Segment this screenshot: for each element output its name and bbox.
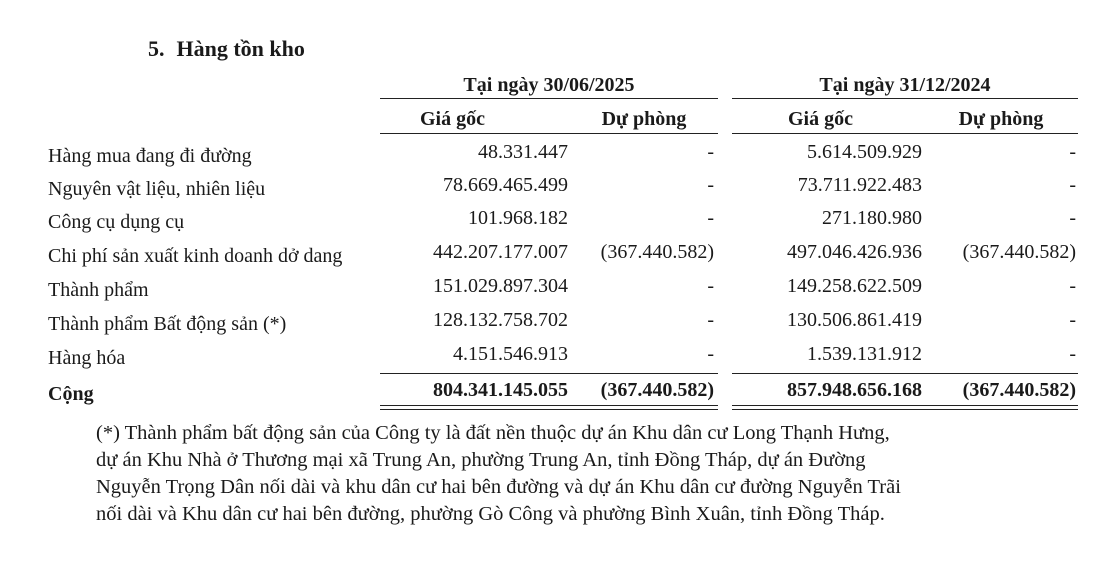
total-provision-2024: (367.440.582) [962, 379, 1076, 401]
group-header-31-12-2024: Tại ngày 31/12/2024 [819, 74, 991, 96]
provision-2024: - [1069, 309, 1076, 331]
group-header-30-06-2025: Tại ngày 30/06/2025 [463, 74, 635, 96]
col-header-cost-2025: Giá gốc [420, 108, 485, 130]
cost-2024: 73.711.922.483 [797, 174, 922, 196]
provision-2025: - [707, 174, 714, 196]
table-row [0, 308, 1106, 342]
provision-2025: - [707, 275, 714, 297]
total-bottom-rule-1b [380, 409, 718, 410]
cost-2024: 5.614.509.929 [807, 141, 922, 163]
total-top-rule-1 [380, 373, 718, 374]
total-bottom-rule-1a [380, 405, 718, 406]
section-heading: Hàng tồn kho [176, 36, 305, 61]
provision-2025: (367.440.582) [600, 241, 714, 263]
cost-2025: 48.331.447 [478, 141, 568, 163]
group-rule-1 [380, 98, 718, 99]
cost-2025: 442.207.177.007 [433, 241, 568, 263]
footnote-line: Nguyễn Trọng Dân nối dài và khu dân cư hai bên đường và dự án Khu dân cư đường Nguyễn Trãi [96, 476, 901, 498]
header-rule-2 [732, 133, 1078, 134]
provision-2024: - [1069, 207, 1076, 229]
footnote [96, 420, 1056, 528]
row-label: Công cụ dụng cụ [48, 211, 185, 233]
total-label: Cộng [48, 383, 94, 405]
cost-2025: 128.132.758.702 [433, 309, 568, 331]
table-row [0, 240, 1106, 274]
table-row [0, 173, 1106, 207]
cost-2025: 151.029.897.304 [433, 275, 568, 297]
total-row [0, 378, 1106, 412]
cost-2024: 149.258.622.509 [787, 275, 922, 297]
row-label: Nguyên vật liệu, nhiên liệu [48, 178, 266, 200]
cost-2025: 4.151.546.913 [453, 343, 568, 365]
cost-2024: 1.539.131.912 [807, 343, 922, 365]
total-top-rule-2 [732, 373, 1078, 374]
row-label: Thành phẩm [48, 279, 149, 301]
row-label: Hàng mua đang đi đường [48, 145, 252, 167]
cost-2025: 78.669.465.499 [443, 174, 568, 196]
total-cost-2025: 804.341.145.055 [433, 379, 568, 401]
total-bottom-rule-2b [732, 409, 1078, 410]
section-title [148, 36, 305, 62]
table-row [0, 342, 1106, 376]
provision-2024: - [1069, 141, 1076, 163]
table-row [0, 140, 1106, 174]
col-header-provision-2024: Dự phòng [958, 108, 1044, 130]
header-rule-1 [380, 133, 718, 134]
col-header-cost-2024: Giá gốc [788, 108, 853, 130]
table-row [0, 206, 1106, 240]
footnote-line: dự án Khu Nhà ở Thương mại xã Trung An, phường Trung An, tỉnh Đồng Tháp, dự án Đường [96, 449, 866, 471]
provision-2025: - [707, 309, 714, 331]
provision-2025: - [707, 207, 714, 229]
provision-2025: - [707, 343, 714, 365]
total-cost-2024: 857.948.656.168 [787, 379, 922, 401]
footnote-line: nối dài và Khu dân cư hai bên đường, phường Gò Công và phường Bình Xuân, tỉnh Đồng Tháp. [96, 503, 885, 525]
provision-2025: - [707, 141, 714, 163]
cost-2024: 497.046.426.936 [787, 241, 922, 263]
row-label: Hàng hóa [48, 347, 126, 369]
cost-2025: 101.968.182 [468, 207, 568, 229]
col-header-provision-2025: Dự phòng [601, 108, 687, 130]
provision-2024: (367.440.582) [962, 241, 1076, 263]
total-bottom-rule-2a [732, 405, 1078, 406]
cost-2024: 271.180.980 [822, 207, 922, 229]
provision-2024: - [1069, 275, 1076, 297]
row-label: Thành phẩm Bất động sản (*) [48, 313, 287, 335]
table-row [0, 274, 1106, 308]
group-rule-2 [732, 98, 1078, 99]
footnote-line: (*) Thành phẩm bất động sản của Công ty là đất nền thuộc dự án Khu dân cư Long Thạnh Hưng, [96, 422, 890, 444]
row-label: Chi phí sản xuất kinh doanh dở dang [48, 245, 343, 267]
section-number: 5. [148, 36, 165, 61]
provision-2024: - [1069, 343, 1076, 365]
cost-2024: 130.506.861.419 [787, 309, 922, 331]
provision-2024: - [1069, 174, 1076, 196]
total-provision-2025: (367.440.582) [600, 379, 714, 401]
